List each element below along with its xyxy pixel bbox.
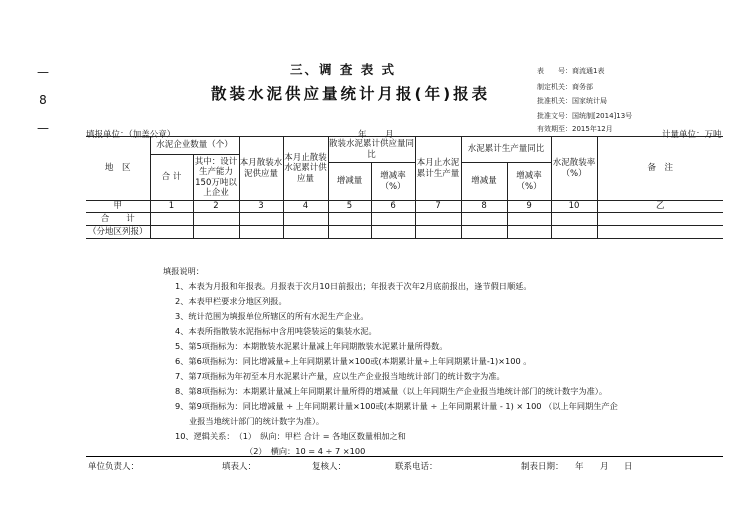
measure-unit: 计量单位：万吨	[662, 130, 722, 140]
header-remarks: 备 注	[597, 137, 723, 201]
instruction-item: 2、本表甲栏要求分地区列报。	[175, 296, 287, 306]
data-cell[interactable]	[283, 226, 328, 239]
page-number: 8	[39, 93, 47, 107]
meta-table-no: 表 号：商流通1表	[537, 67, 605, 75]
instruction-logic-2: （2） 横向：10 = 4 ÷ 7 ×100	[245, 446, 366, 456]
data-cell[interactable]	[551, 213, 597, 226]
code-row	[86, 201, 723, 213]
header-total: 合 计	[150, 155, 193, 201]
data-cell[interactable]	[193, 213, 239, 226]
header-yoy-supply: 散装水泥累计供应量同比	[328, 137, 415, 163]
instruction-item: 5、第5项指标为：本期散装水泥累计量减上年同期散装水泥累计量所得数。	[175, 341, 448, 351]
instructions-heading: 填报说明：	[163, 266, 204, 276]
meta-approval-no: 批准文号：国统制[2014]13号	[537, 112, 633, 120]
instruction-item: 7、第7项指标为年初至本月水泥累计产量，应以生产企业报当地统计部门的统计数字为准。	[175, 371, 505, 381]
code-cell: 7	[415, 201, 461, 213]
data-cell[interactable]	[371, 213, 415, 226]
header-cumulative-production: 本月止水泥累计生产量	[415, 137, 461, 201]
instruction-item: 3、统计范围为填报单位所辖区的所有水泥生产企业。	[175, 311, 369, 321]
instruction-item-continued: 业报当地统计部门的统计数字为准）。	[189, 416, 325, 426]
code-cell: 2	[193, 201, 239, 213]
code-cell: 5	[328, 201, 371, 213]
footer-day: 日	[624, 462, 633, 472]
reporting-unit: 填报单位：（加盖公章）	[86, 130, 176, 140]
code-cell: 9	[507, 201, 551, 213]
footer-date-label: 制表日期：	[521, 462, 564, 472]
data-cell[interactable]	[597, 213, 723, 226]
data-cell[interactable]	[507, 226, 551, 239]
margin-dash-top: —	[37, 65, 49, 79]
footer-phone: 联系电话：	[395, 462, 438, 472]
header-bulk-rate: 水泥散装率（%）	[551, 137, 597, 201]
meta-valid-until: 有效期至：2015年12月	[537, 125, 613, 133]
code-cell: 10	[551, 201, 597, 213]
header-enterprise-count: 水泥企业数量（个）	[150, 137, 239, 155]
data-cell[interactable]	[507, 213, 551, 226]
total-row	[86, 213, 723, 226]
region-row	[86, 226, 723, 239]
data-cell[interactable]	[597, 226, 723, 239]
report-table	[86, 136, 723, 239]
code-cell: 4	[283, 201, 328, 213]
header-capacity-150: 其中：设计生产能力150万吨以上企业	[193, 155, 239, 201]
header-production-rate: 增减率（%）	[507, 163, 551, 201]
code-cell: 1	[150, 201, 193, 213]
data-cell[interactable]	[328, 213, 371, 226]
data-cell[interactable]	[461, 213, 507, 226]
code-cell: 8	[461, 201, 507, 213]
meta-issuer: 制定机关：商务部	[537, 83, 593, 91]
report-title: 散装水泥供应量统计月报(年)报表	[211, 85, 491, 103]
section-title: 三、调 查 表 式	[290, 62, 397, 77]
total-row-label: 合 计	[86, 213, 150, 226]
data-cell[interactable]	[193, 226, 239, 239]
header-cumulative-supply: 本月止散装水泥累计供应量	[283, 137, 328, 201]
instruction-item: 1、本表为月报和年报表。月报表于次月10日前报出；年报表于次年2月底前报出，逢节假日顺延。	[175, 281, 532, 291]
header-monthly-supply: 本月散装水泥供应量	[239, 137, 283, 201]
footer-divider	[86, 456, 723, 457]
region-row-label: （分地区列报）	[86, 226, 150, 239]
data-cell[interactable]	[551, 226, 597, 239]
header-supply-rate: 增减率（%）	[371, 163, 415, 201]
footer-filler: 填表人：	[222, 462, 257, 472]
meta-approver: 批准机关：国家统计局	[537, 97, 607, 105]
instruction-item: 4、本表所指散装水泥指标中含用吨袋装运的集装水泥。	[175, 326, 377, 336]
data-cell[interactable]	[283, 213, 328, 226]
code-cell: 乙	[597, 201, 723, 213]
data-cell[interactable]	[461, 226, 507, 239]
data-cell[interactable]	[150, 226, 193, 239]
data-cell[interactable]	[415, 213, 461, 226]
data-cell[interactable]	[415, 226, 461, 239]
data-cell[interactable]	[328, 226, 371, 239]
data-cell[interactable]	[371, 226, 415, 239]
header-region: 地 区	[86, 137, 150, 201]
footer-year: 年	[575, 462, 584, 472]
footer-month: 月	[600, 462, 609, 472]
code-cell: 3	[239, 201, 283, 213]
margin-dash-bottom: —	[37, 121, 49, 135]
form-month: 月	[385, 130, 394, 140]
instruction-logic: 10、逻辑关系： （1） 纵向：甲栏 合计 = 各地区数量相加之和	[175, 431, 406, 441]
header-yoy-production: 水泥累计生产量同比	[461, 137, 551, 163]
code-cell: 甲	[86, 201, 150, 213]
footer-reviewer: 复核人：	[312, 462, 347, 472]
form-year: 年	[358, 130, 367, 140]
data-cell[interactable]	[150, 213, 193, 226]
data-cell[interactable]	[239, 226, 283, 239]
data-cell[interactable]	[239, 213, 283, 226]
page-margin-mark	[37, 65, 49, 135]
instructions	[163, 264, 618, 459]
instruction-item: 8、第8项指标为：本期累计量减上年同期累计量所得的增减量（以上年同期生产企业报当地统计部门的统计数字为准）。	[175, 386, 608, 396]
code-cell: 6	[371, 201, 415, 213]
header-supply-increase: 增减量	[328, 163, 371, 201]
footer-head: 单位负责人：	[88, 462, 140, 472]
instruction-item: 6、第6项指标为：同比增减量÷上年同期累计量×100或(本期累计量÷上年同期累计量-1)×100 。	[175, 356, 532, 366]
instruction-item: 9、第9项指标为：同比增减量 ÷ 上年同期累计量×100或(本期累计量 ÷ 上年同期累计量 - 1) × 100 （以上年同期生产企	[175, 401, 618, 411]
header-production-increase: 增减量	[461, 163, 507, 201]
